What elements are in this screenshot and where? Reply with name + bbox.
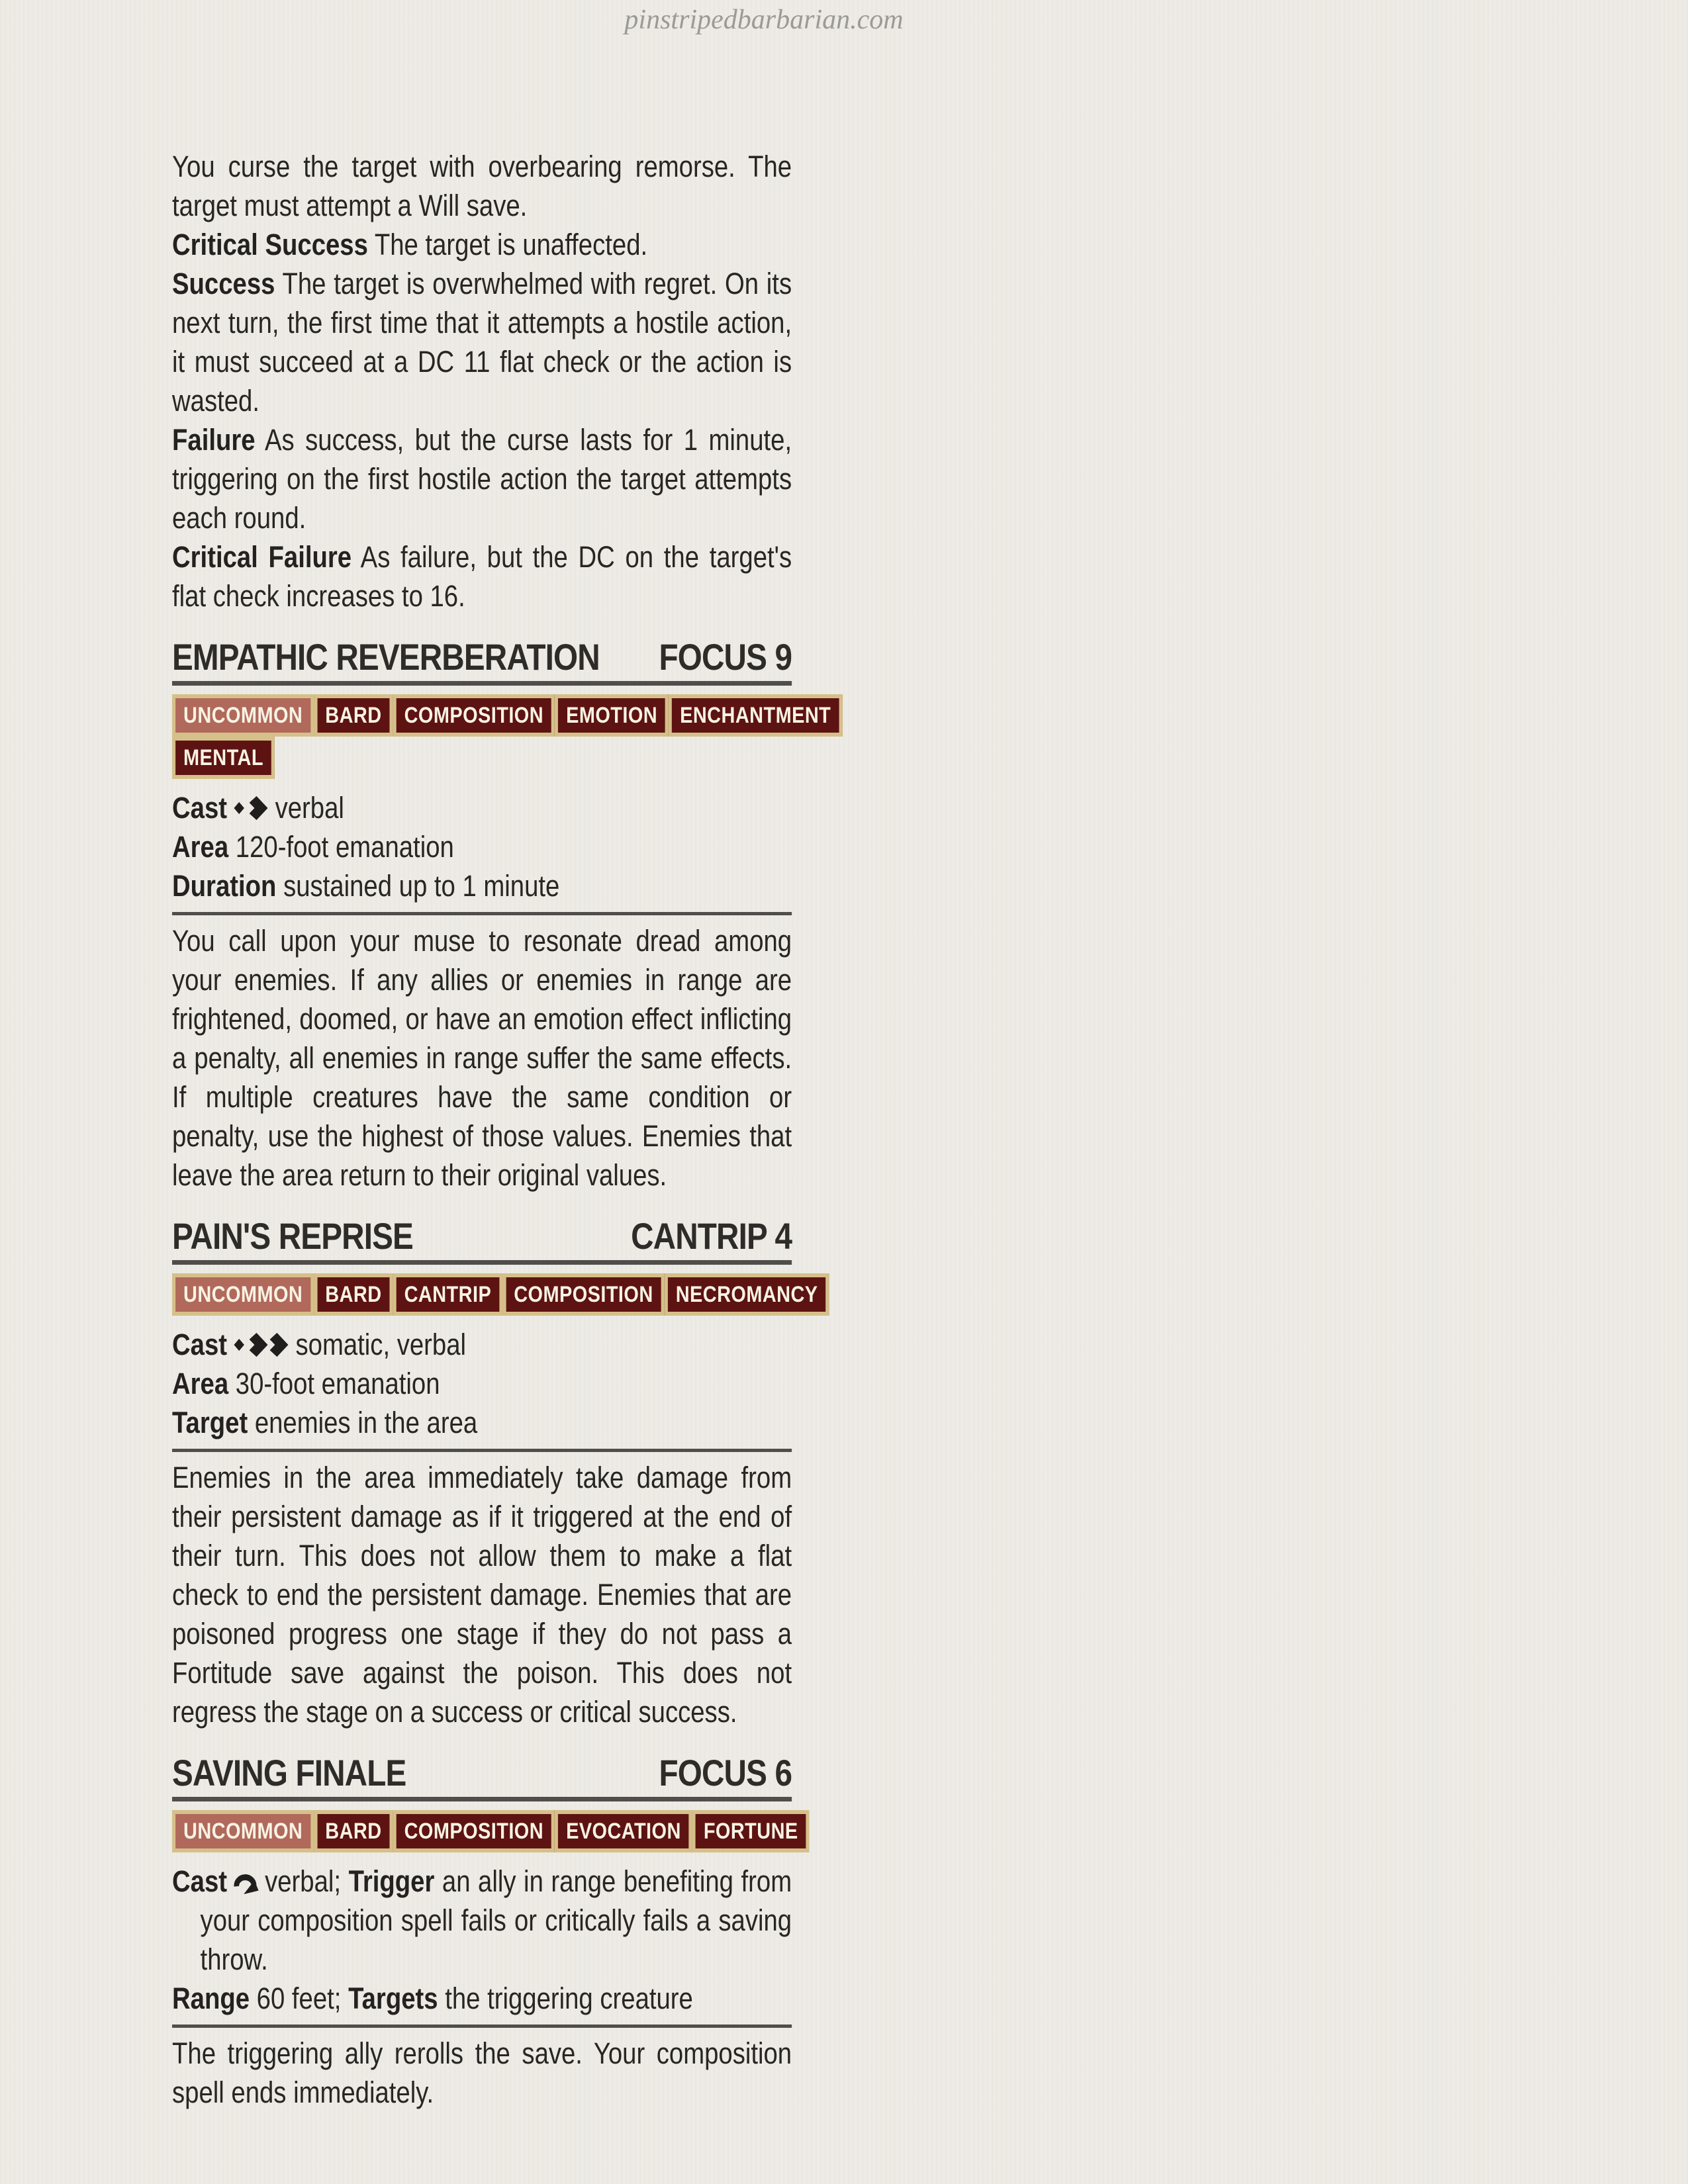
text-run: somatic, verbal bbox=[295, 1328, 467, 1361]
trait-rows bbox=[172, 694, 831, 779]
trait-tag-enchantment: ENCHANTMENT bbox=[669, 694, 842, 737]
bold-label: Area bbox=[172, 1367, 229, 1400]
trait-tag-composition: COMPOSITION bbox=[393, 1810, 555, 1852]
text-run: sustained up to 1 minute bbox=[276, 869, 560, 903]
bold-label: Failure bbox=[172, 423, 256, 457]
trait-row bbox=[172, 1810, 798, 1852]
stat-line bbox=[172, 1979, 792, 2018]
trait-tag-uncommon: UNCOMMON bbox=[172, 1273, 314, 1316]
trait-tag-uncommon: UNCOMMON bbox=[172, 694, 314, 737]
spell-name: SAVING FINALE bbox=[172, 1752, 406, 1794]
trait-row bbox=[172, 694, 831, 737]
reaction-icon bbox=[233, 1866, 261, 1897]
spell-level: FOCUS 9 bbox=[659, 636, 792, 678]
description-paragraph: The triggering ally rerolls the save. Your composition spell ends immediately. bbox=[172, 2036, 792, 2109]
spell-header bbox=[172, 1217, 792, 1255]
fragment-paragraph bbox=[172, 537, 792, 615]
spell-description bbox=[172, 1458, 792, 1731]
stat-line bbox=[172, 788, 792, 827]
fragment-paragraph bbox=[172, 225, 792, 264]
spell-stats bbox=[172, 788, 792, 905]
fragment-paragraph bbox=[172, 147, 792, 225]
bold-label: Cast bbox=[172, 791, 228, 825]
bold-label: Range bbox=[172, 1981, 250, 2015]
one-action-icon bbox=[233, 795, 271, 821]
spell-stats bbox=[172, 1862, 792, 2018]
bold-label: Area bbox=[172, 830, 229, 864]
text-run: The target is unaffected. bbox=[367, 228, 648, 261]
bold-label: Success bbox=[172, 267, 275, 300]
description-paragraph: You call upon your muse to resonate dread among your enemies. If any allies or enemies in range are frightened, doomed, or have an emotion effect inflicting a penalty, all enemies in range suffer the same effects. If multiple creatures have the same condition or penalty, use the highest of those values. Enemies that leave the area return to their original values. bbox=[172, 924, 792, 1192]
trait-tag-evocation: EVOCATION bbox=[555, 1810, 692, 1852]
description-paragraph: Enemies in the area immediately take damage from their persistent damage as if it triggered at the end of their turn. This does not allow them to make a flat check to end the persistent damage. Enemies that are poisoned progress one stage if they do not pass a Fortitude save against the poison. This does not regress the stage on a success or critical success. bbox=[172, 1461, 792, 1729]
trait-row bbox=[172, 737, 792, 779]
bold-label: Cast bbox=[172, 1328, 228, 1361]
two-actions-icon bbox=[233, 1332, 291, 1358]
trait-tag-bard: BARD bbox=[314, 694, 393, 737]
trait-tag-necromancy: NECROMANCY bbox=[665, 1273, 829, 1316]
site-header-url: pinstripedbarbarian.com bbox=[624, 5, 904, 35]
spell-section-saving-finale bbox=[172, 1752, 798, 2112]
spell-stats bbox=[172, 1325, 792, 1442]
text-run: verbal; bbox=[265, 1864, 349, 1898]
heading-rule bbox=[172, 1797, 792, 1801]
text-run: 120-foot emanation bbox=[228, 830, 454, 864]
spell-name: PAIN'S REPRISE bbox=[172, 1215, 413, 1257]
spell-header bbox=[172, 638, 792, 676]
bold-label: Critical Success bbox=[172, 228, 368, 261]
bold-label: Trigger bbox=[348, 1864, 435, 1898]
trait-tag-fortune: FORTUNE bbox=[692, 1810, 810, 1852]
trait-tag-cantrip: CANTRIP bbox=[393, 1273, 503, 1316]
content-column bbox=[172, 147, 831, 2112]
trait-tag-bard: BARD bbox=[314, 1273, 393, 1316]
stat-rule bbox=[172, 1449, 792, 1452]
text-run: You curse the target with overbearing remorse. The target must attempt a Will save. bbox=[172, 150, 792, 222]
text-run: As failure, but the DC on the target's flat check increases to 16. bbox=[172, 540, 792, 613]
trait-tag-bard: BARD bbox=[314, 1810, 393, 1852]
stat-line bbox=[172, 866, 792, 905]
spell-header bbox=[172, 1754, 792, 1792]
trait-tag-uncommon: UNCOMMON bbox=[172, 1810, 314, 1852]
text-run: The target is overwhelmed with regret. On its next turn, the first time that it attempts a hostile action, it must succeed at a DC 11 flat check or the action is wasted. bbox=[172, 267, 792, 418]
bold-label: Targets bbox=[348, 1981, 438, 2015]
text-run: verbal bbox=[275, 791, 344, 825]
text-run: the triggering creature bbox=[438, 1981, 693, 2015]
trait-tag-composition: COMPOSITION bbox=[502, 1273, 664, 1316]
trait-rows bbox=[172, 1810, 798, 1852]
text-run: As success, but the curse lasts for 1 minute, triggering on the first hostile action the target attempts each round. bbox=[172, 423, 792, 535]
text-run: an ally in range benefiting from your composition spell fails or critically fails a saving throw. bbox=[200, 1864, 792, 1976]
text-run: 60 feet; bbox=[250, 1981, 349, 2015]
spell-section-empathic-reverberation bbox=[172, 636, 831, 1195]
spell-level: FOCUS 6 bbox=[659, 1752, 792, 1794]
trait-rows bbox=[172, 1273, 818, 1316]
spell-name: EMPATHIC REVERBERATION bbox=[172, 636, 600, 678]
bold-label: Cast bbox=[172, 1864, 228, 1898]
bold-label: Duration bbox=[172, 869, 277, 903]
heading-rule bbox=[172, 1260, 792, 1265]
stat-line bbox=[172, 827, 792, 866]
stat-line bbox=[172, 1364, 792, 1403]
stat-rule bbox=[172, 2025, 792, 2028]
spell-level: CANTRIP 4 bbox=[631, 1215, 792, 1257]
text-run: enemies in the area bbox=[248, 1406, 478, 1439]
trait-tag-mental: MENTAL bbox=[172, 737, 275, 779]
text-run: 30-foot emanation bbox=[228, 1367, 440, 1400]
heading-rule bbox=[172, 681, 792, 686]
trait-row bbox=[172, 1273, 818, 1316]
trait-tag-emotion: EMOTION bbox=[555, 694, 669, 737]
trait-tag-composition: COMPOSITION bbox=[393, 694, 555, 737]
fragment-paragraph bbox=[172, 420, 792, 537]
bold-label: Critical Failure bbox=[172, 540, 352, 574]
spell-description bbox=[172, 2034, 792, 2112]
stat-line bbox=[172, 1862, 792, 1979]
spell-description bbox=[172, 921, 792, 1195]
stat-line bbox=[172, 1325, 792, 1364]
fragment-paragraph bbox=[172, 264, 792, 420]
stat-line bbox=[172, 1403, 792, 1442]
spell-section-pain-s-reprise bbox=[172, 1215, 818, 1731]
stat-rule bbox=[172, 912, 792, 915]
bold-label: Target bbox=[172, 1406, 248, 1439]
